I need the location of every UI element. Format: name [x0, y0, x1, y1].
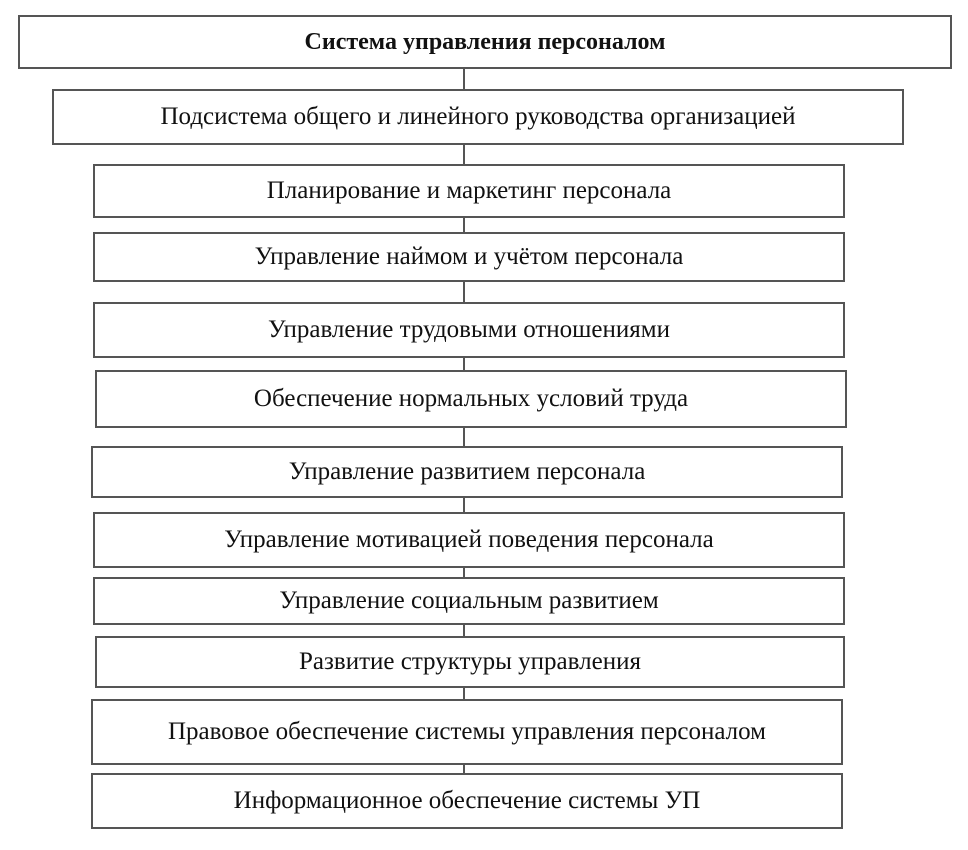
subsystem-label: Развитие структуры управления: [299, 648, 641, 676]
subsystem-box-structure-development: [95, 636, 845, 688]
subsystem-box-labor-relations: [93, 302, 845, 358]
subsystem-box-hiring-records: [93, 232, 845, 282]
subsystem-box-legal-support: [91, 699, 843, 765]
subsystem-box-personnel-development: [91, 446, 843, 498]
subsystem-label: Управление социальным развитием: [279, 587, 659, 615]
subsystem-box-motivation: [93, 512, 845, 568]
subsystem-box-general-management: [52, 89, 904, 145]
subsystem-label: Управление развитием персонала: [288, 458, 646, 486]
subsystem-label: Обеспечение нормальных условий труда: [253, 385, 689, 413]
subsystem-label: Планирование и маркетинг персонала: [266, 177, 672, 205]
subsystem-label: Управление мотивацией поведения персонала: [224, 526, 714, 554]
subsystem-box-planning-marketing: [93, 164, 845, 218]
system-title-box: [18, 15, 952, 69]
subsystem-label: Правовое обеспечение системы управления персоналом: [168, 718, 766, 746]
subsystem-box-information-support: [91, 773, 843, 829]
subsystem-label: Управление наймом и учётом персонала: [254, 243, 684, 271]
system-title: Система управления персоналом: [304, 28, 666, 55]
subsystem-box-social-development: [93, 577, 845, 625]
subsystem-box-working-conditions: [95, 370, 847, 428]
subsystem-label: Информационное обеспечение системы УП: [233, 787, 701, 815]
subsystem-label: Управление трудовыми отношениями: [267, 316, 670, 344]
subsystem-label: Подсистема общего и линейного руководства организацией: [160, 103, 796, 131]
